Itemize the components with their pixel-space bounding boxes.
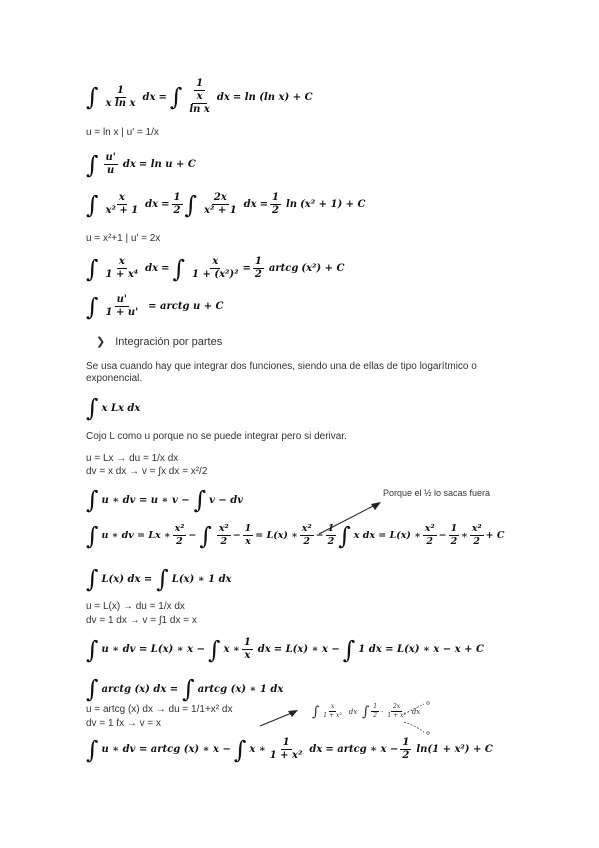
- formula-6-body: x Lx dx: [101, 402, 141, 414]
- section-heading-label: Integración por partes: [115, 335, 223, 348]
- formula-11-left: arctg (x) dx =: [101, 683, 179, 695]
- formula-1-result: = ln (ln x) + C: [232, 91, 313, 103]
- dv-1-line: dv = 1 dx → v = ∫1 dx = x: [86, 615, 197, 626]
- u-arctg-line: u = artcg (x) dx → du = 1/1+x² dx: [86, 704, 233, 715]
- integral-sign: ∫: [86, 83, 99, 111]
- formula-10: ∫ u ∗ dv = L(x) ∗ x − ∫ x ∗ $\frac{1}{x}$ dx = L(x) ∗ x − ∫ 1 dx = L(x) ∗ x − x + C: [86, 635, 484, 664]
- u-lx-line: u = Lx → du = 1/x dx: [86, 453, 179, 464]
- formula-11: ∫ arctg (x) dx = ∫ artcg (x) ∗ 1 dx: [86, 675, 284, 703]
- handwritten-marks: [402, 700, 438, 740]
- formula-5: ∫ $\frac{u'}{1 + u'}$ = arctg u + C: [86, 292, 224, 321]
- cojo-paragraph: Cojo L como u porque no se puede integrar pero si derivar.: [86, 431, 347, 442]
- formula-11-right: artcg (x) ∗ 1 dx: [197, 683, 284, 695]
- substitution-line-2: u = x²+1 | u' = 2x: [86, 233, 161, 244]
- formula-7-left: u ∗ dv = u ∗ v −: [101, 494, 190, 506]
- u-L-line: u = L(x) → du = 1/x dx: [86, 601, 185, 612]
- formula-12: ∫ u ∗ dv = artcg (x) ∗ x − ∫ x ∗ $\frac{1}{\text{1 + x²}}$ dx = artcg ∗ x − $\frac{1}{2}$ ln(1 + x²) + C: [86, 735, 493, 764]
- formula-9-left: L(x) dx =: [101, 573, 153, 585]
- formula-7-right: v − dv: [209, 494, 244, 506]
- formula-9-right: L(x) ∗ 1 dx: [171, 573, 232, 585]
- handwritten-formula-2: ∫ $\frac{1}{2}$ · $\frac{2x}{\text{1 + x²}}$ dx: [362, 703, 421, 720]
- handwritten-formula-1: ∫ $\frac{x}{\text{1 + x²}}$ dx: [312, 703, 358, 720]
- formula-2-result: = ln u + C: [138, 159, 196, 170]
- formula-2: ∫ $\frac{u'}{u}$ dx = ln u + C: [86, 150, 196, 179]
- equals: =: [158, 91, 167, 103]
- substitution-line-1: u = ln x | u' = 1/x: [86, 127, 159, 138]
- formula-8: ∫ u ∗ dv = Lx ∗ $\frac{\text{x²}}{2}$ − ∫ $\frac{\text{x²}}{2}$ − $\frac{1}{x}$ = L(x) ∗ $\frac{\text{x²}}{2}$ − $\frac{1}{2}$ ∫ x dx = L(x) ∗ $\frac{\text{x²}}{2}$ − $\frac{1}{2}$ ∗ $\frac{\text{x²}}{2}$ + C: [86, 521, 505, 550]
- section-heading: [96, 335, 222, 348]
- formula-6: ∫ x Lx dx: [86, 394, 141, 422]
- chevron-right-icon: ❯: [96, 336, 106, 348]
- formula-7: ∫ u ∗ dv = u ∗ v − ∫ v − dv: [86, 486, 244, 514]
- dv-x-line: dv = x dx → v = ∫x dx = x²/2: [86, 466, 208, 477]
- formula-3: ∫ $\frac{x}{\text{x² + 1}}$ dx = $\frac{1}{2}$ ∫ $\frac{2x}{\text{x² + 1}}$ dx = $\frac{1}{2}$ ln (x² + 1) + C: [86, 190, 366, 219]
- intro-paragraph: Se usa cuando hay que integrar dos funciones, siendo una de ellas de tipo logarítmico o exponencial.: [86, 361, 477, 384]
- annotation-note: Porque el ½ lo sacas fuera: [383, 488, 491, 498]
- small-arrow: [258, 706, 300, 728]
- formula-1: ∫ $\frac{1}{\text{x ln x}}$ dx = ∫ $\frac{\frac{1}{x}}{\text{ln x}}$ dx = ln (ln x) + C: [86, 78, 313, 115]
- dv-1fx-line: dv = 1 fx → v = x: [86, 718, 162, 729]
- formula-9: ∫ L(x) dx = ∫ L(x) ∗ 1 dx: [86, 565, 232, 593]
- formula-5-result: = arctg u + C: [148, 301, 224, 312]
- formula-4: ∫ $\frac{x}{\text{1 + x⁴}}$ dx = ∫ $\frac{x}{\text{1 + (x²)²}}$ = $\frac{1}{2}$ artcg (x²) + C: [86, 254, 345, 283]
